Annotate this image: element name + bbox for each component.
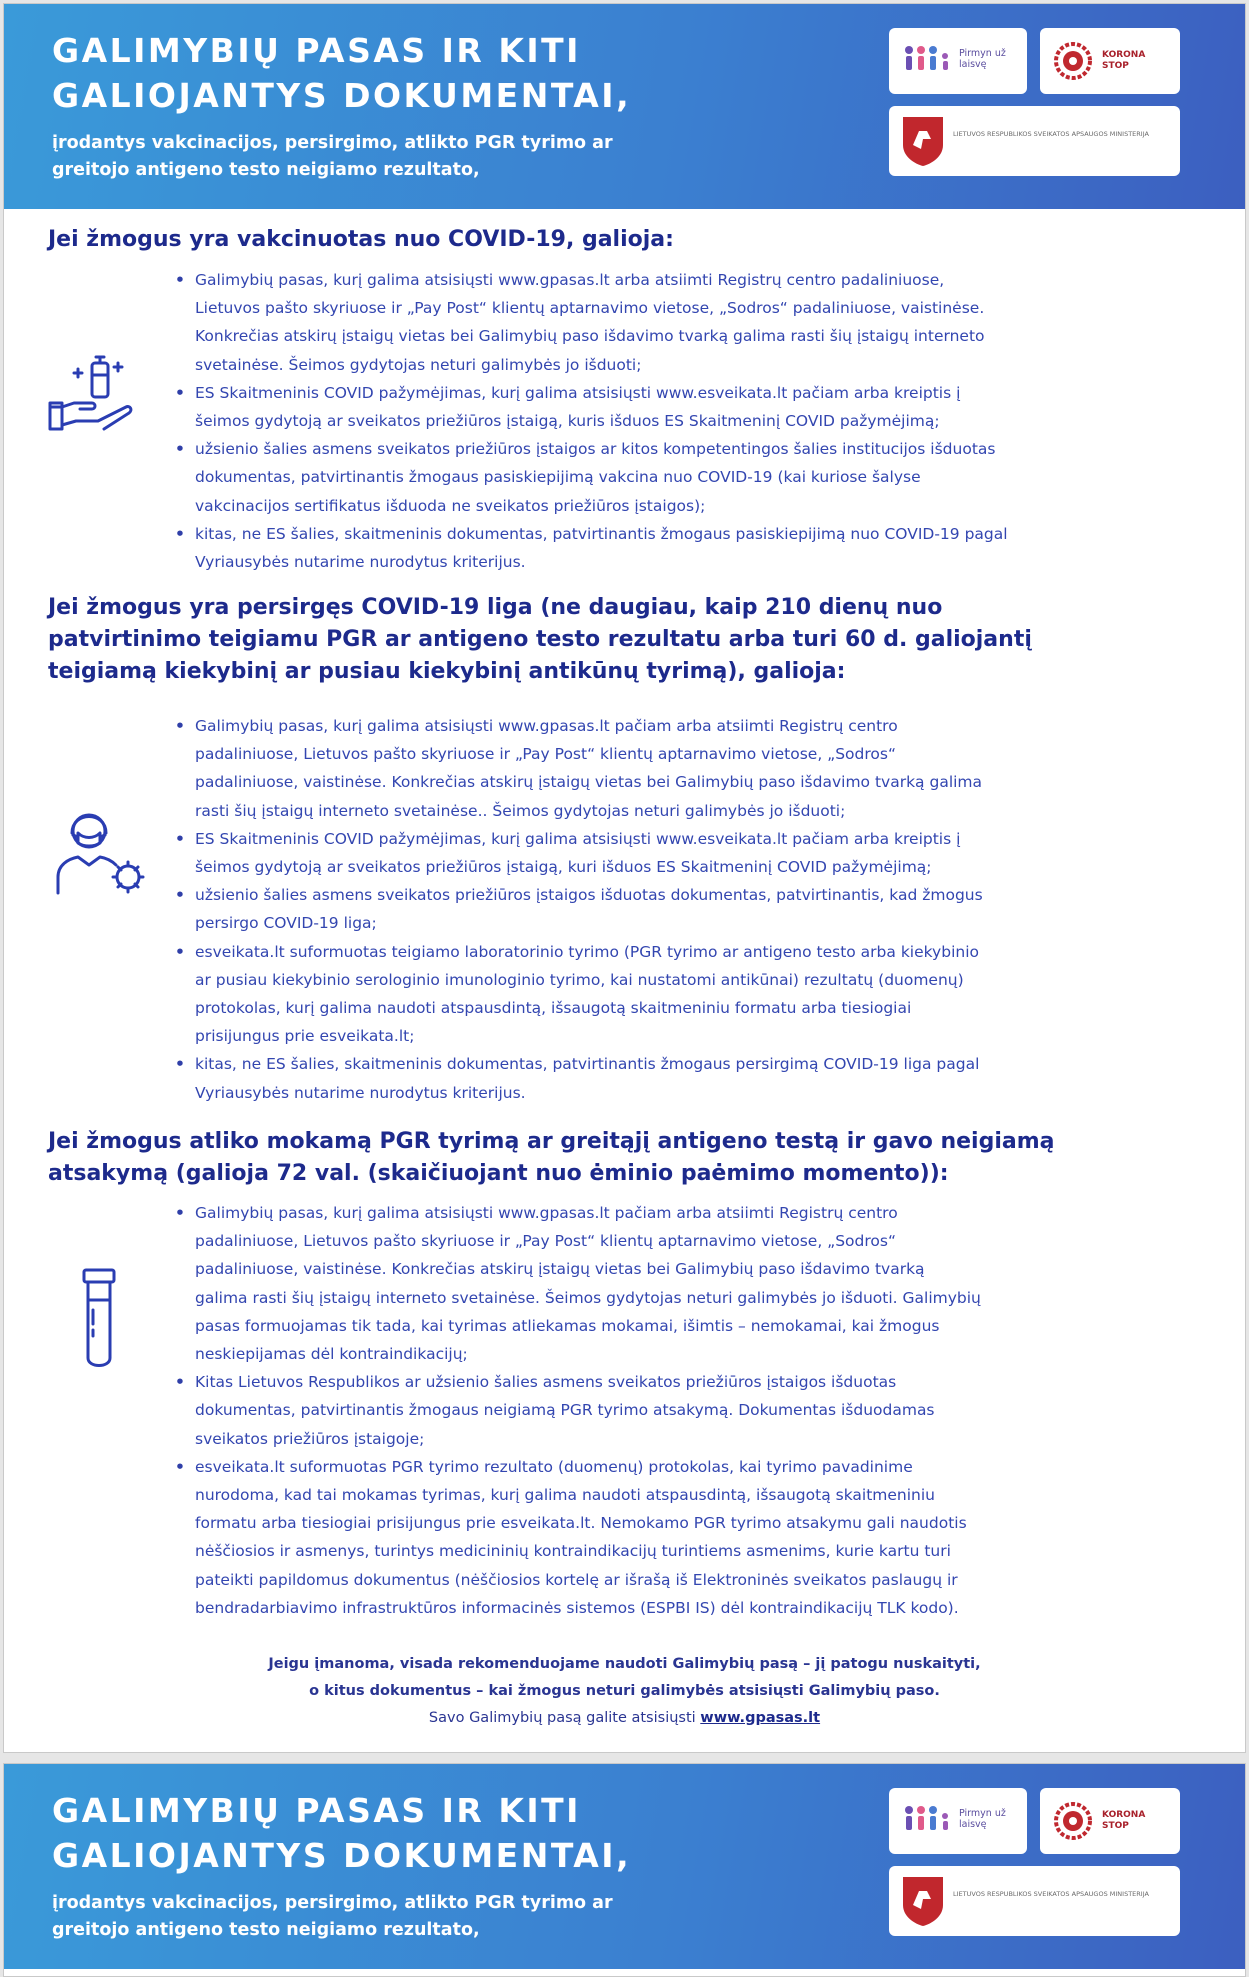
ministry-logo: LIETUVOS RESPUBLIKOS SVEIKATOS APSAUGOS MINISTERIJA: [889, 106, 1180, 176]
coat-of-arms-icon: [901, 1875, 945, 1927]
section-heading-recovered: Jei žmogus yra persirgęs COVID-19 liga (ne daugiau, kaip 210 dienų nuo patvirtinimo teigiamu PGR ar antigeno testo rezultatu arba turi 60 d. galiojantį teigiamą kiekybinį ar pusiau kiekybinį antikūnų tyrimą), galioja:: [48, 595, 1032, 684]
korona-stop-logo: KORONA STOP: [1040, 1788, 1180, 1854]
ministry-logo: LIETUVOS RESPUBLIKOS SVEIKATOS APSAUGOS MINISTERIJA: [889, 1866, 1180, 1936]
test-tube-icon: [76, 1266, 126, 1374]
poster-page-next: [3, 1763, 1246, 1977]
poster-page: [3, 3, 1246, 1753]
recovered-doc-list: [172, 712, 1212, 1107]
list-item: • kitas, ne ES šalies, skaitmeninis dokumentas, patvirtinantis žmogaus persirgimą COVID-19 liga pagal Vyriausybės nutarime nurodytus kriterijus.: [172, 1050, 1212, 1106]
page-subtitle: įrodantys vakcinacijos, persirgimo, atlikto PGR tyrimo ar greitojo antigeno testo neigiamo rezultato,: [52, 133, 613, 180]
list-item: • užsienio šalies asmens sveikatos priežiūros įstaigos išduotas dokumentas, patvirtinantis, kad žmogus persirgo COVID-19 liga;: [172, 881, 1212, 937]
coat-of-arms-icon: [901, 115, 945, 167]
header-banner: [4, 1764, 1245, 1969]
list-item: • užsienio šalies asmens sveikatos priežiūros įstaigos ar kitos kompetentingos šalies institucijos išduotas dokumentas, patvirtinantis žmogaus pasiskiepijimą vakcina nuo COVID-19 (kai kuriose šalyse vakcinacijos sertifikatus išduoda ne sveikatos priežiūros įstaigos);: [172, 435, 1227, 520]
person-virus-icon: [54, 799, 146, 895]
people-icon: [901, 1801, 953, 1841]
gpasas-link[interactable]: www.gpasas.lt: [700, 1710, 821, 1726]
header-banner: [4, 4, 1245, 209]
list-item: • Galimybių pasas, kurį galima atsisiųsti www.gpasas.lt pačiam arba atsiimti Registrų centro padaliniuose, Lietuvos pašto skyriuose ir „Pay Post“ klientų aptarnavimo vietose, „Sodros“ padaliniuose, vaistinėse. Konkrečias atskirų įstaigų vietas bei Galimybių paso išdavimo tvarką galima rasti šių įstaigų interneto svetainėse.. Šeimos gydytojas neturi galimybės jo išduoti;: [172, 712, 1212, 825]
list-item: • Galimybių pasas, kurį galima atsisiųsti www.gpasas.lt arba atsiimti Registrų centro padaliniuose, Lietuvos pašto skyriuose ir „Pay Post“ klientų aptarnavimo vietose, „Sodros“ padaliniuose, vaistinėse. Konkrečias atskirų įstaigų vietas bei Galimybių paso išdavimo tvarką galima rasti šių įstaigų interneto svetainėse. Šeimos gydytojas neturi galimybės jo išduoti;: [172, 266, 1227, 379]
people-icon: [901, 41, 953, 81]
virus-icon: [1050, 1798, 1096, 1844]
list-item: • Kitas Lietuvos Respublikos ar užsienio šalies asmens sveikatos priežiūros įstaigos išduotas dokumentas, patvirtinantis žmogaus neigiamą PGR tyrimo atsakymą. Dokumentas išduodamas sveikatos priežiūros įstaigoje;: [172, 1368, 1202, 1453]
recommendation-note: Jeigu įmanoma, visada rekomenduojame naudoti Galimybių pasą – jį patogu nuskaityti, o kitus dokumentus – kai žmogus neturi galimybės atsisiųsti Galimybių paso. Savo Galimybių pasą galite atsisiųsti www.gpasas.lt: [268, 1656, 981, 1726]
list-item: • esveikata.lt suformuotas teigiamo laboratorinio tyrimo (PGR tyrimo ar antigeno testo arba kiekybinio ar pusiau kiekybinio serologinio imunologinio tyrimo, kai nustatomi antikūnai) rezultatų (duomenų) protokolas, kurį galima naudoti atspausdintą, išsaugotą skaitmeniniu formatu arba tiesiogiai prisijungus prie esveikata.lt;: [172, 938, 1212, 1051]
list-item: • esveikata.lt suformuotas PGR tyrimo rezultato (duomenų) protokolas, kai tyrimo pavadinime nurodoma, kad tai mokamas tyrimas, kurį galima naudoti atspausdintą, išsaugotą skaitmeniniu formatu arba tiesiogiai prisijungus prie esveikata.lt. Nemokamo PGR tyrimo atsakymu gali naudotis nėščiosios ir asmenys, turintys medicininių kontraindikacijų turintiems asmenims, kurie kartu turi pateikti papildomus dokumentus (nėščiosios kortelę ar išrašą iš Elektroninės sveikatos paslaugų ir bendradarbiavimo infrastruktūros informacinės sistemos (ESPBI IS) dėl kontraindikacijų TLK kodo).: [172, 1453, 1202, 1622]
virus-icon: [1050, 38, 1096, 84]
vaccinated-doc-list: [172, 266, 1227, 576]
page-subtitle: įrodantys vakcinacijos, persirgimo, atlikto PGR tyrimo ar greitojo antigeno testo neigiamo rezultato,: [52, 1893, 613, 1940]
vaccine-hand-icon: [48, 349, 140, 431]
list-item: • Galimybių pasas, kurį galima atsisiųsti www.gpasas.lt pačiam arba atsiimti Registrų centro padaliniuose, Lietuvos pašto skyriuose ir „Pay Post“ klientų aptarnavimo vietose, „Sodros“ padaliniuose, vaistinėse. Konkrečias atskirų įstaigų vietas bei Galimybių paso išdavimo tvarką galima rasti šių įstaigų interneto svetainėse. Šeimos gydytojas neturi galimybės jo išduoti. Galimybių pasas formuojamas tik tada, kai tyrimas atliekamas mokamai, išimtis – nemokamai, kai žmogus neskiepijamas dėl kontraindikacijų;: [172, 1199, 1202, 1368]
page-title: GALIMYBIŲ PASAS IR KITI GALIOJANTYS DOKUMENTAI,: [52, 1791, 632, 1875]
section-heading-vaccinated: Jei žmogus yra vakcinuotas nuo COVID-19, galioja:: [48, 227, 674, 252]
list-item: • kitas, ne ES šalies, skaitmeninis dokumentas, patvirtinantis žmogaus pasiskiepijimą nuo COVID-19 pagal Vyriausybės nutarime nurodytus kriterijus.: [172, 520, 1227, 576]
pirmyn-logo: Pirmyn už laisvę: [889, 1788, 1027, 1854]
list-item: • ES Skaitmeninis COVID pažymėjimas, kurį galima atsisiųsti www.esveikata.lt pačiam arba kreiptis į šeimos gydytoją ar sveikatos priežiūros įstaigą, kuris išduos ES Skaitmeninį COVID pažymėjimą;: [172, 379, 1227, 435]
list-item: • ES Skaitmeninis COVID pažymėjimas, kurį galima atsisiųsti www.esveikata.lt pačiam arba kreiptis į šeimos gydytoją ar sveikatos priežiūros įstaigą, kuri išduos ES Skaitmeninį COVID pažymėjimą;: [172, 825, 1212, 881]
section-heading-tested: Jei žmogus atliko mokamą PGR tyrimą ar greitąjį antigeno testą ir gavo neigiamą atsakymą (galioja 72 val. (skaičiuojant nuo ėminio paėmimo momento)):: [48, 1129, 1055, 1186]
page-title: GALIMYBIŲ PASAS IR KITI GALIOJANTYS DOKUMENTAI,: [52, 31, 632, 115]
tested-doc-list: [172, 1199, 1202, 1622]
pirmyn-logo: Pirmyn už laisvę: [889, 28, 1027, 94]
korona-stop-logo: KORONA STOP: [1040, 28, 1180, 94]
